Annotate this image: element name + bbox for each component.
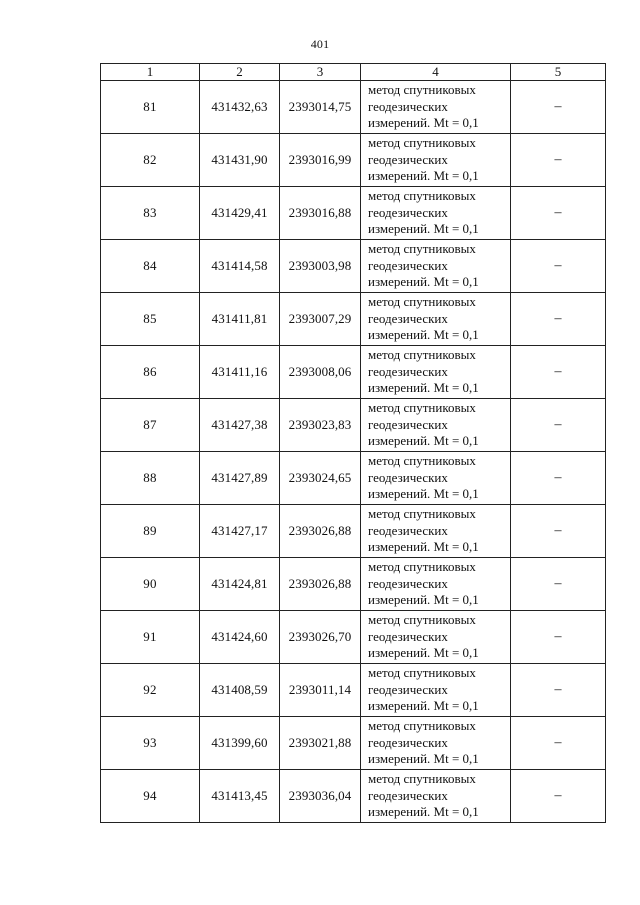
method-line: метод спутниковых	[368, 559, 476, 575]
method-line: геодезических	[368, 787, 448, 803]
method-line: геодезических	[368, 98, 448, 114]
method-cell	[361, 81, 511, 134]
method-line: измерений. Mt = 0,1	[368, 751, 479, 767]
x-coordinate-cell: 431408,59	[200, 664, 280, 717]
x-coordinate-cell: 431411,81	[200, 293, 280, 346]
note-cell: –	[511, 611, 606, 664]
x-coordinate-cell: 431399,60	[200, 717, 280, 770]
method-line: измерений. Mt = 0,1	[368, 486, 479, 502]
table-row	[101, 770, 606, 823]
note-cell: –	[511, 717, 606, 770]
method-line: измерений. Mt = 0,1	[368, 804, 479, 820]
y-coordinate-cell: 2393026,88	[280, 558, 361, 611]
x-coordinate-cell: 431424,81	[200, 558, 280, 611]
point-number-cell: 93	[101, 717, 200, 770]
method-line: геодезических	[368, 416, 448, 432]
method-line: измерений. Mt = 0,1	[368, 327, 479, 343]
method-line: метод спутниковых	[368, 612, 476, 628]
method-line: геодезических	[368, 363, 448, 379]
x-coordinate-cell: 431414,58	[200, 240, 280, 293]
method-line: геодезических	[368, 681, 448, 697]
method-line: измерений. Mt = 0,1	[368, 592, 479, 608]
y-coordinate-cell: 2393008,06	[280, 346, 361, 399]
y-coordinate-cell: 2393014,75	[280, 81, 361, 134]
method-line: метод спутниковых	[368, 294, 476, 310]
note-cell: –	[511, 81, 606, 134]
method-cell	[361, 558, 511, 611]
method-line: метод спутниковых	[368, 665, 476, 681]
table-row	[101, 664, 606, 717]
method-line: метод спутниковых	[368, 135, 476, 151]
method-cell	[361, 187, 511, 240]
point-number-cell: 81	[101, 81, 200, 134]
y-coordinate-cell: 2393016,99	[280, 134, 361, 187]
method-line: геодезических	[368, 204, 448, 220]
method-line: метод спутниковых	[368, 506, 476, 522]
table-row	[101, 611, 606, 664]
method-line: измерений. Mt = 0,1	[368, 433, 479, 449]
method-line: геодезических	[368, 310, 448, 326]
method-line: метод спутниковых	[368, 718, 476, 734]
table-row	[101, 81, 606, 134]
method-cell	[361, 452, 511, 505]
y-coordinate-cell: 2393024,65	[280, 452, 361, 505]
method-cell	[361, 505, 511, 558]
method-line: измерений. Mt = 0,1	[368, 115, 479, 131]
method-cell	[361, 134, 511, 187]
x-coordinate-cell: 431411,16	[200, 346, 280, 399]
table-row	[101, 293, 606, 346]
table-row	[101, 134, 606, 187]
point-number-cell: 89	[101, 505, 200, 558]
x-coordinate-cell: 431431,90	[200, 134, 280, 187]
method-line: метод спутниковых	[368, 82, 476, 98]
note-cell: –	[511, 187, 606, 240]
note-cell: –	[511, 293, 606, 346]
note-cell: –	[511, 452, 606, 505]
note-cell: –	[511, 346, 606, 399]
method-cell	[361, 399, 511, 452]
method-line: метод спутниковых	[368, 347, 476, 363]
table-row	[101, 505, 606, 558]
coordinates-table	[100, 63, 606, 823]
y-coordinate-cell: 2393011,14	[280, 664, 361, 717]
note-cell: –	[511, 134, 606, 187]
method-cell	[361, 770, 511, 823]
point-number-cell: 92	[101, 664, 200, 717]
method-line: измерений. Mt = 0,1	[368, 168, 479, 184]
method-line: измерений. Mt = 0,1	[368, 645, 479, 661]
method-line: метод спутниковых	[368, 453, 476, 469]
method-line: метод спутниковых	[368, 771, 476, 787]
x-coordinate-cell: 431424,60	[200, 611, 280, 664]
table-row	[101, 399, 606, 452]
point-number-cell: 83	[101, 187, 200, 240]
x-coordinate-cell: 431427,38	[200, 399, 280, 452]
point-number-cell: 82	[101, 134, 200, 187]
note-cell: –	[511, 240, 606, 293]
column-header-3: 3	[280, 64, 361, 81]
table-row	[101, 452, 606, 505]
page-number: 401	[310, 37, 330, 51]
method-line: геодезических	[368, 734, 448, 750]
method-cell	[361, 293, 511, 346]
x-coordinate-cell: 431427,17	[200, 505, 280, 558]
table-row	[101, 240, 606, 293]
x-coordinate-cell: 431432,63	[200, 81, 280, 134]
method-line: измерений. Mt = 0,1	[368, 539, 479, 555]
point-number-cell: 91	[101, 611, 200, 664]
method-line: геодезических	[368, 522, 448, 538]
y-coordinate-cell: 2393036,04	[280, 770, 361, 823]
note-cell: –	[511, 505, 606, 558]
method-line: метод спутниковых	[368, 241, 476, 257]
method-cell	[361, 717, 511, 770]
method-cell	[361, 240, 511, 293]
method-line: измерений. Mt = 0,1	[368, 274, 479, 290]
point-number-cell: 87	[101, 399, 200, 452]
note-cell: –	[511, 770, 606, 823]
point-number-cell: 85	[101, 293, 200, 346]
column-header-4: 4	[361, 64, 511, 81]
method-cell	[361, 611, 511, 664]
method-line: измерений. Mt = 0,1	[368, 698, 479, 714]
y-coordinate-cell: 2393016,88	[280, 187, 361, 240]
y-coordinate-cell: 2393026,70	[280, 611, 361, 664]
y-coordinate-cell: 2393026,88	[280, 505, 361, 558]
point-number-cell: 90	[101, 558, 200, 611]
method-line: метод спутниковых	[368, 400, 476, 416]
x-coordinate-cell: 431427,89	[200, 452, 280, 505]
method-line: геодезических	[368, 257, 448, 273]
table-row	[101, 717, 606, 770]
table-header-row	[101, 64, 606, 81]
note-cell: –	[511, 664, 606, 717]
method-line: измерений. Mt = 0,1	[368, 221, 479, 237]
note-cell: –	[511, 558, 606, 611]
table-row	[101, 346, 606, 399]
column-header-2: 2	[200, 64, 280, 81]
method-line: измерений. Mt = 0,1	[368, 380, 479, 396]
x-coordinate-cell: 431413,45	[200, 770, 280, 823]
point-number-cell: 84	[101, 240, 200, 293]
column-header-5: 5	[511, 64, 606, 81]
table-row	[101, 187, 606, 240]
y-coordinate-cell: 2393023,83	[280, 399, 361, 452]
method-line: геодезических	[368, 469, 448, 485]
point-number-cell: 94	[101, 770, 200, 823]
x-coordinate-cell: 431429,41	[200, 187, 280, 240]
point-number-cell: 86	[101, 346, 200, 399]
method-line: геодезических	[368, 628, 448, 644]
point-number-cell: 88	[101, 452, 200, 505]
method-line: геодезических	[368, 151, 448, 167]
method-cell	[361, 346, 511, 399]
method-cell	[361, 664, 511, 717]
y-coordinate-cell: 2393021,88	[280, 717, 361, 770]
y-coordinate-cell: 2393003,98	[280, 240, 361, 293]
y-coordinate-cell: 2393007,29	[280, 293, 361, 346]
method-line: метод спутниковых	[368, 188, 476, 204]
table-row	[101, 558, 606, 611]
note-cell: –	[511, 399, 606, 452]
column-header-1: 1	[101, 64, 200, 81]
table-body	[101, 81, 606, 823]
method-line: геодезических	[368, 575, 448, 591]
